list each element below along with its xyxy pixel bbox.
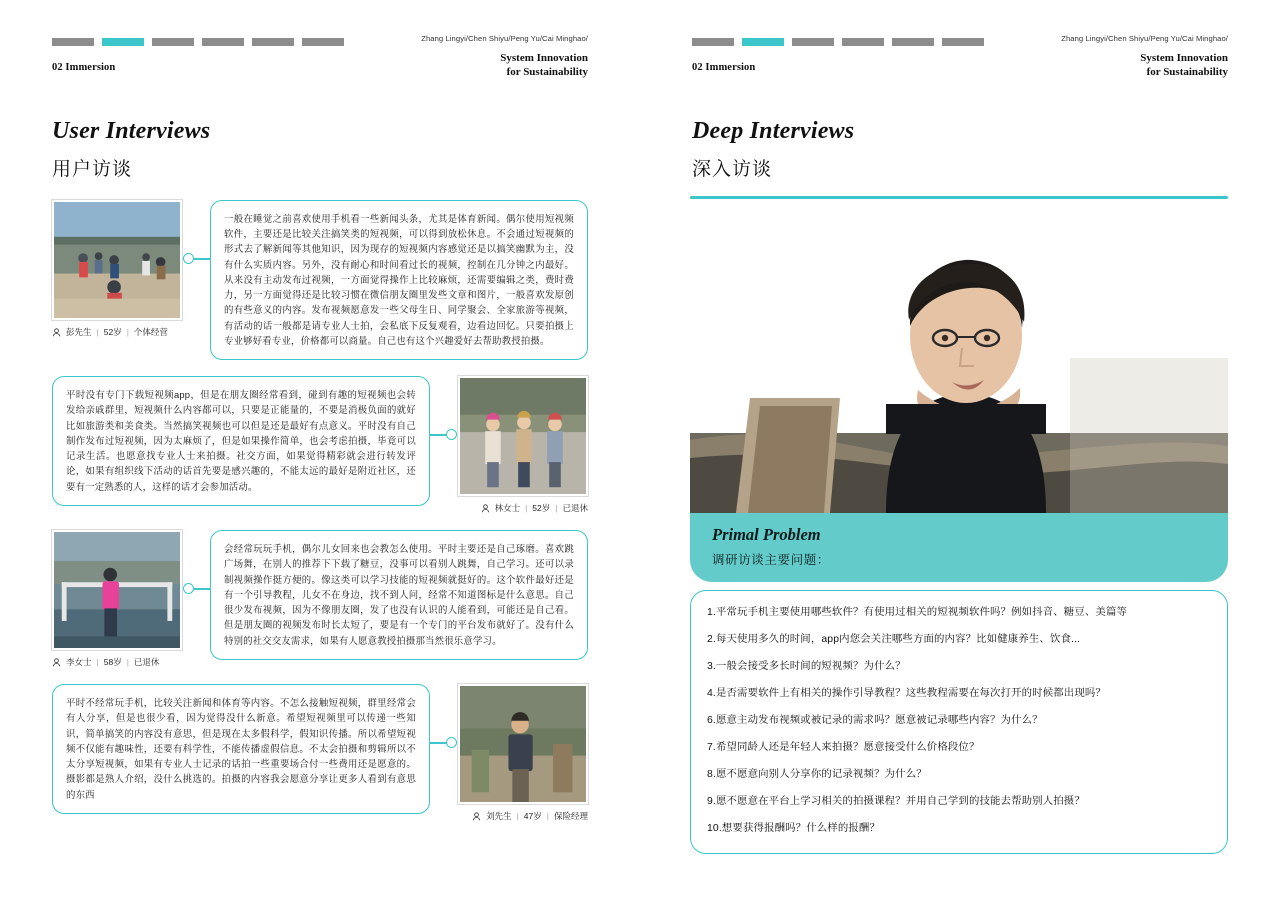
card-top-rule [690,196,1228,199]
question-item: 3.一般会接受多长时间的短视频？为什么？ [707,660,906,672]
section-title-en: Deep Interviews [692,118,855,144]
publication-title-line2: for Sustainability [506,65,588,78]
publication-title [421,52,588,80]
question-item: 1.平常玩手机主要使用哪些软件？有使用过相关的短视频软件吗？例如抖音、糖豆、美篇等 [707,606,1128,618]
person-age: 52岁 [532,503,551,514]
meta-separator: | [555,503,558,514]
person-age: 47岁 [523,811,542,822]
question-item: 6.愿意主动发布视频或被记录的需求吗？愿意被记录哪些内容？为什么？ [707,714,1043,726]
progress-bars-right [692,38,984,46]
interview-quote-text-2: 平时没有专门下载短视频app，但是在朋友圈经常看到，碰到有趣的短视频也会转发给亲戚群里，短视频什么内容都可以，只要是正能量的，不要是消极负面的就好比如旅游类和美食类。当然搞笑视频也可以但是还是最好有点意义。平时没有自己制作发布过短视频，因为太麻烦了，但是如果操作简单，也会考虑拍摄，毕竟可以记录生活。也愿意找专业人士来拍摄。社交方面，如果觉得精彩就会进行转发评论，如果有组织线下活动的话首先要是感兴趣的，不能太远的最好是附近社区，还要有一定熟悉的人，这样的话才会参加活动。 [66,389,416,492]
interview-person-meta-3 [52,656,182,668]
question-item: 7.希望同龄人还是年轻人来拍摄？愿意接受什么价格段位？ [707,742,980,754]
person-name: 刘先生 [486,811,512,822]
interview-person-meta-2 [458,502,588,514]
connector-left-1 [183,253,211,265]
question-item: 8.愿不愿意向别人分享你的记录视频？为什么？ [707,769,927,781]
publication-title-line1: System Innovation [1140,52,1228,64]
connector-left-3 [183,583,211,595]
question-item: 2.每天使用多久的时间，app内您会关注哪些方面的内容？比如健康养生、饮食... [707,633,1081,645]
header-right-block-right [1061,34,1228,80]
section-heading-deep-interviews [692,118,854,181]
progress-bar-5 [252,38,294,46]
connector-line [193,258,211,260]
interviewee-portrait-photo [690,208,1228,513]
interview-quote-text-1: 一般在睡觉之前喜欢使用手机看一些新闻头条，尤其是体育新闻。偶尔使用短视频软件，主要还是比较关注搞笑类的短视频，可以得到放松休息。不会通过短视频的形式去了解新闻等其他知识，因为现存的短视频内容感觉还是以搞笑幽默为主，没有什么实质内容。另外，没有耐心和时间看过长的视频，控制在几分钟之内最好。从来没有主动发布过视频，一方面觉得操作上比较麻烦，还需要编辑之类，费时费力，另一方面觉得还是比较习惯在微信朋友圈里发些文章和图片，一般喜欢发原创的有些意义的内容。发布视频愿意发一些父母生日、同学聚会、全家旅游等视频，有活动的话一般都是请专业人士拍，会私底下反复观看，边看边回忆。只要拍摄上专业够好看专业，价格都可以商量。自己也有这个兴趣爱好去帮助教授拍摄。 [224,213,574,346]
woman-on-boat-photo [52,530,182,650]
connector-right-2 [429,429,457,441]
person-occupation: 保险经理 [553,811,588,822]
meta-separator: | [96,657,99,668]
interview-entry-2 [52,376,588,514]
person-age: 58岁 [103,657,122,668]
person-icon [52,328,61,337]
person-name: 彭先生 [66,327,92,337]
interview-quote-text-4: 平时不经常玩手机，比较关注新闻和体育等内容。不怎么接触短视频，群里经常会有人分享，但是也很少看，因为觉得没什么新意。希望短视频里可以传递一些知识，简单搞笑的内容没有意思，但是现在太多假科学，假知识传播。所以希望短视频不仅能有趣味性，还要有科学性，不能传播虚假信息。不太会拍摄和剪辑所以不太分享短视频，如果有专业人士记录的话拍一些重要场合付一些费用还是愿意的。摄影都是熟人介绍，没什么挑选的。拍摄的内容我会愿意分享让更多人看到有意思的东西 [66,697,416,800]
primal-problem-title-en: Primal Problem [712,524,821,544]
interview-photo-block-3 [52,530,182,668]
question-item: 9.愿不愿意在平台上学习相关的拍摄课程？并用自己学到的技能去帮助别人拍摄？ [707,796,1085,808]
section-title-cn: 用户访谈 [52,159,133,180]
connector-ring-icon [446,737,457,748]
section-title-en: User Interviews [52,118,211,144]
connector-line [429,742,447,744]
progress-bar-1 [52,38,94,46]
person-occupation: 个体经营 [133,327,168,337]
meta-separator: | [96,327,99,337]
person-icon [52,658,61,667]
interview-photo-block-2 [458,376,588,514]
meta-separator: | [126,657,129,668]
page-header-right [692,34,1228,90]
progress-bar-6 [942,38,984,46]
connector-line [193,588,211,590]
header-right-block-left [421,34,588,80]
deep-interview-card [690,196,1228,854]
interview-person-meta-4 [458,810,588,822]
publication-title-line1: System Innovation [500,52,588,64]
interview-photo-block-1 [52,200,182,338]
progress-bar-3 [792,38,834,46]
interview-quote-text-3: 会经常玩玩手机，偶尔儿女回来也会教怎么使用。平时主要还是自己琢磨。喜欢跳广场舞，在别人的推荐下下载了糖豆，没事可以看别人跳舞，自己学习。还可以录制视频操作挺方便的。像这类可以学习技能的短视频就挺好的。这个软件最好还是有一个引导教程，儿女不在身边，找不到人问，经常不知道图标是什么意思。自己很少发布视频，因为不像朋友圈，发了也没有认识的人能看到，可能还是自己看。但是朋友圈的视频发布时长太短了，要是有一个专门的平台发布就好了。没有什么特别的社交交友需求，如果有人愿意教授拍摄那当然很乐意学习。 [224,543,574,646]
interview-quote-2 [52,376,430,506]
person-name: 林女士 [494,503,521,514]
authors-line: Zhang Lingyi/Chen Shiyu/Peng Yu/Cai Minghao/ [421,34,588,43]
man-outdoors-photo [458,684,588,804]
progress-bar-4 [842,38,884,46]
primal-problem-banner [690,513,1228,582]
interview-quote-4 [52,684,430,814]
page-header-left [52,34,588,90]
progress-bar-2-active [102,38,144,46]
progress-bar-6 [302,38,344,46]
publication-title-line2: for Sustainability [1146,65,1228,78]
person-occupation: 已退休 [562,503,588,514]
progress-bar-2-active [742,38,784,46]
meta-separator: | [525,503,528,514]
interview-entry-4 [52,684,588,822]
progress-bar-5 [892,38,934,46]
section-title-cn: 深入访谈 [692,159,773,180]
chapter-label: 02 Immersion [692,62,756,73]
interview-person-meta-1 [52,326,182,338]
connector-ring-icon [446,429,457,440]
person-icon [481,504,490,513]
three-women-walking-photo [458,376,588,496]
question-item: 10.想要获得报酬吗？什么样的报酬？ [707,823,881,835]
authors-line: Zhang Lingyi/Chen Shiyu/Peng Yu/Cai Minghao/ [1061,34,1228,43]
meta-separator: | [516,811,519,822]
progress-bar-4 [202,38,244,46]
connector-right-4 [429,737,457,749]
progress-bar-1 [692,38,734,46]
person-age: 52岁 [103,327,122,337]
beach-crowd-photo [52,200,182,320]
publication-title [1061,52,1228,80]
section-heading-user-interviews [52,118,210,181]
interview-entry-1 [52,200,588,360]
progress-bars-left [52,38,344,46]
question-item: 4.是否需要软件上有相关的操作引导教程？这些教程需要在每次打开的时候都出现吗？ [707,687,1106,699]
connector-line [429,434,447,436]
person-occupation: 已退休 [133,657,160,668]
interview-photo-block-4 [458,684,588,822]
interview-quote-1 [210,200,588,360]
progress-bar-3 [152,38,194,46]
meta-separator: | [546,811,549,822]
interview-entry-3 [52,530,588,668]
person-icon [472,812,481,821]
questions-box [690,590,1228,854]
primal-problem-title-cn: 调研访谈主要问题： [712,552,830,567]
interview-list [52,200,588,838]
person-name: 李女士 [66,657,92,668]
meta-separator: | [126,327,129,337]
interview-quote-3 [210,530,588,660]
chapter-label: 02 Immersion [52,62,116,73]
